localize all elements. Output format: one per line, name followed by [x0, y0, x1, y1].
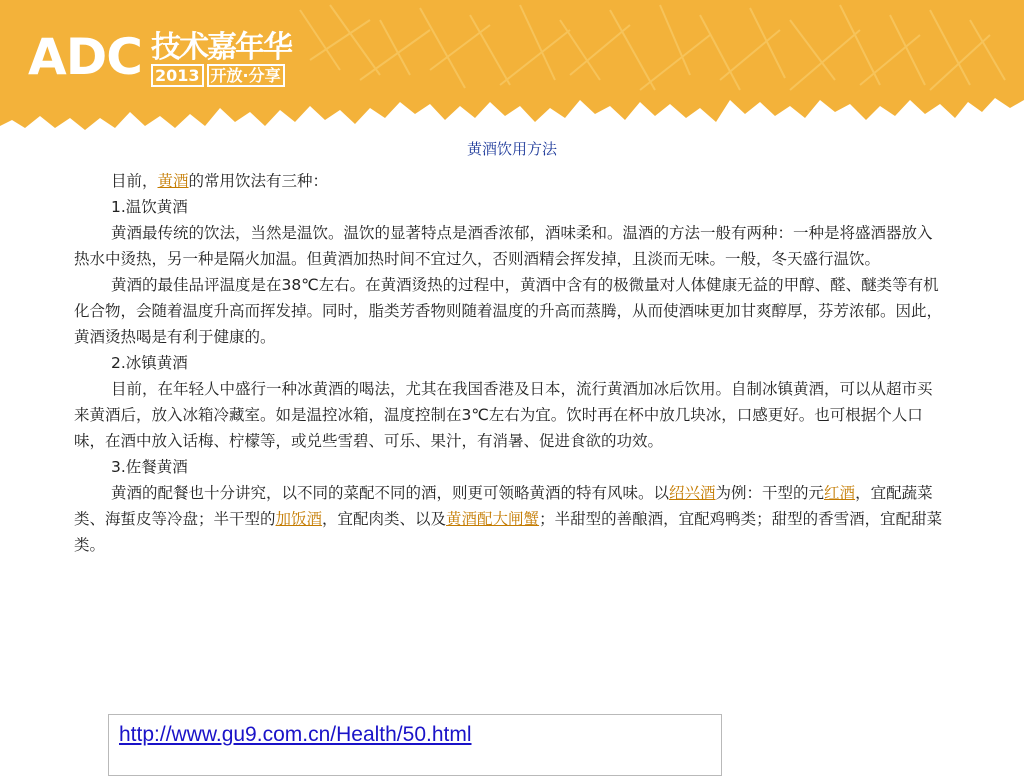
logo-tagline: 开放·分享 [207, 64, 285, 87]
adc-logo [28, 30, 291, 86]
source-url-box [108, 714, 722, 776]
intro-before: 目前， [111, 172, 158, 190]
section3-heading: 3.佐餐黄酒 [111, 458, 188, 476]
section3-text5: ；半甜型的善酿酒，宜配鸡鸭类；甜型的香雪酒，宜配甜菜类。 [74, 510, 943, 554]
section2-heading: 2.冰镇黄酒 [111, 354, 188, 372]
link-jiafan-wine[interactable]: 加饭酒 [275, 510, 323, 528]
logo-brand: ADC [28, 28, 142, 86]
section1-heading: 1.温饮黄酒 [111, 198, 188, 216]
section1-paragraph1: 黄酒最传统的饮法，当然是温饮。温饮的显著特点是酒香浓郁，酒味柔和。温酒的方法一般有两种：一种是将盛酒器放入热水中烫热，另一种是隔火加温。但黄酒加热时间不宜过久，否则酒精会挥发掉，且淡而无味。一般，冬天盛行温饮。 [74, 224, 933, 268]
header-banner [0, 0, 1024, 140]
section3-text2: 为例：干型的元 [715, 484, 825, 502]
link-huangjiu[interactable]: 黄酒 [157, 172, 189, 190]
document-title: 黄酒饮用方法 [466, 140, 557, 158]
section1-paragraph2: 黄酒的最佳品评温度是在38℃左右。在黄酒烫热的过程中，黄酒中含有的极微量对人体健康无益的甲醇、醛、醚类等有机化合物，会随着温度升高而挥发掉。同时，脂类芳香物则随着温度的升高而蒸腾，从而使酒味更加甘爽醇厚，芬芳浓郁。因此，黄酒烫热喝是有利于健康的。 [74, 276, 943, 346]
section3-text4: ，宜配肉类、以及 [322, 510, 447, 528]
link-wine-with-crab[interactable]: 黄酒配大闸蟹 [446, 510, 540, 528]
link-red-wine[interactable]: 红酒 [824, 484, 856, 502]
intro-paragraph [74, 168, 944, 194]
section2-paragraph1: 目前，在年轻人中盛行一种冰黄酒的喝法，尤其在我国香港及日本，流行黄酒加冰后饮用。自制冰镇黄酒，可以从超市买来黄酒后，放入冰箱冷藏室。如是温控冰箱，温度控制在3℃左右为宜。饮时再在杯中放几块冰，口感更好。也可根据个人口味，在酒中放入话梅、柠檬等，或兑些雪碧、可乐、果汁，有消暑、促进食欲的功效。 [74, 380, 933, 450]
section3-text3: ，宜配蔬菜类、海蜇皮等冷盘；半干型的 [74, 484, 933, 528]
logo-subtitle: 技术嘉年华 [151, 30, 291, 65]
section3-text1: 黄酒的配餐也十分讲究，以不同的菜配不同的酒，则更可领略黄酒的特有风味。以 [111, 484, 670, 502]
logo-year: 2013 [151, 64, 204, 87]
link-shaoxing-wine[interactable]: 绍兴酒 [669, 484, 716, 502]
section3-paragraph1 [74, 480, 944, 558]
source-url-link[interactable]: http://www.gu9.com.cn/Health/50.html [119, 723, 472, 746]
intro-after: 的常用饮法有三种： [188, 172, 329, 190]
document-body [74, 168, 944, 558]
